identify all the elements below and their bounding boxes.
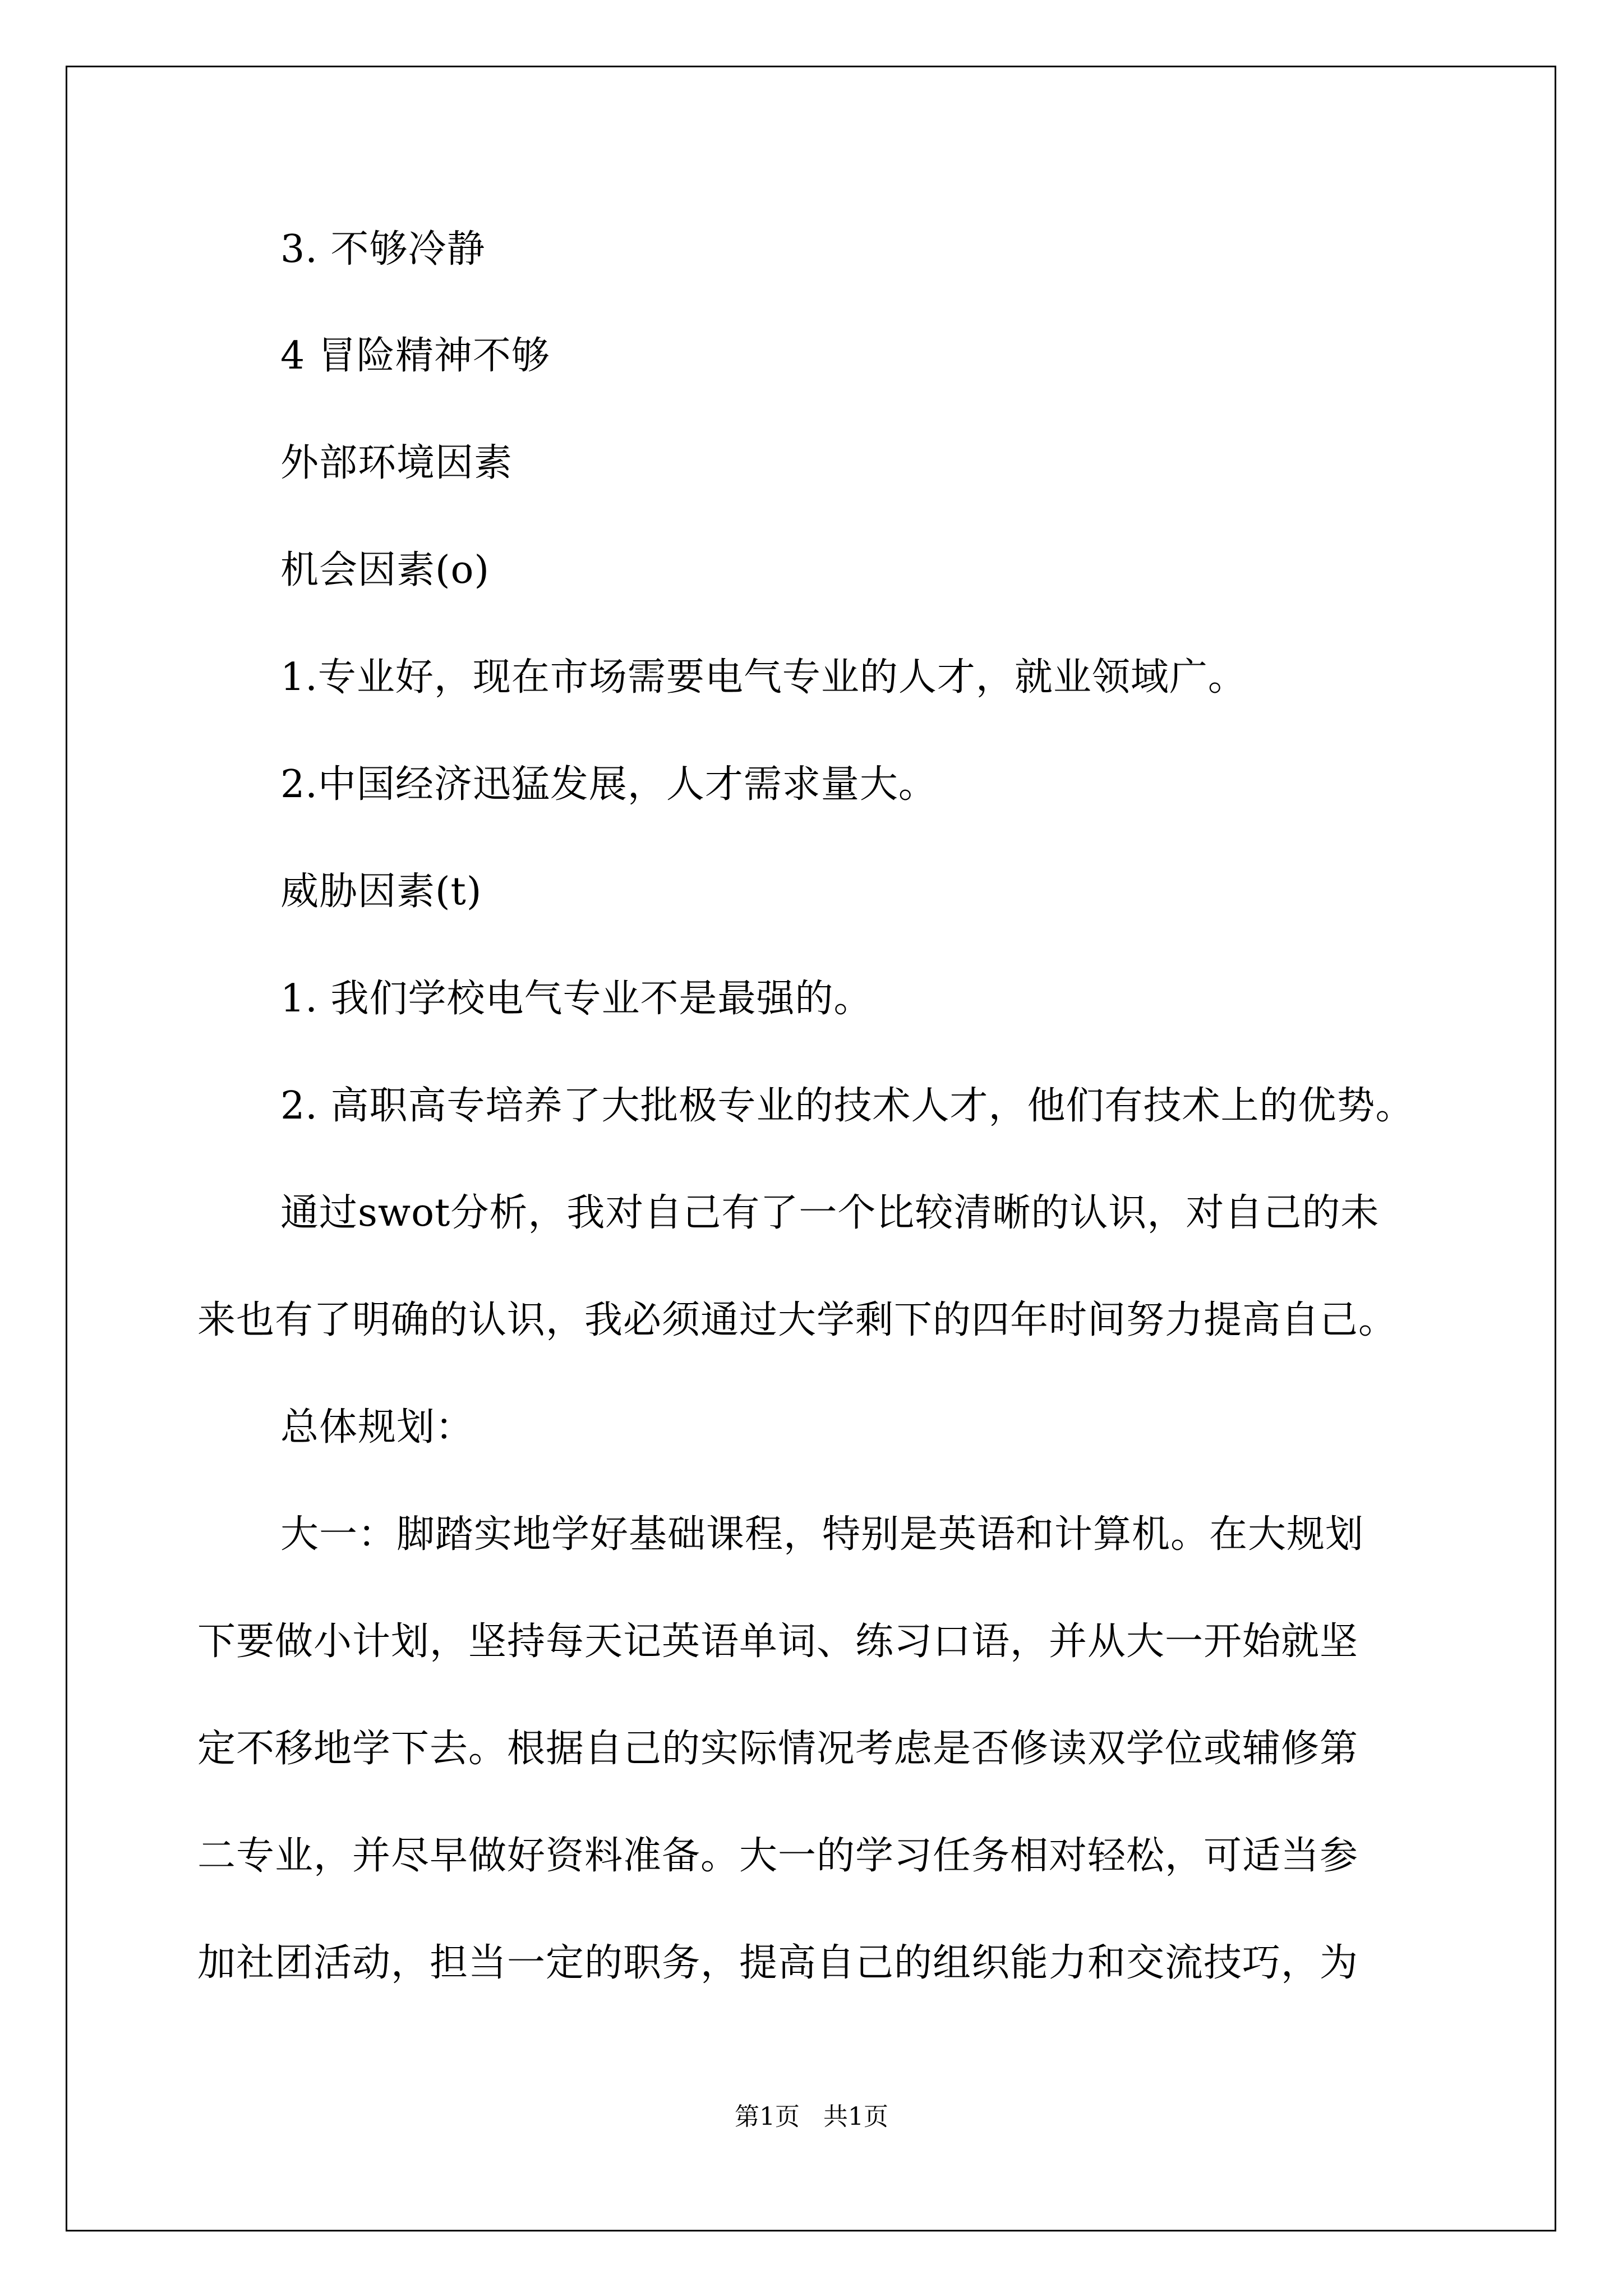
body-line-6: 2.中国经济迅猛发展，人才需求量大。	[280, 762, 937, 807]
section-heading-external: 外部环境因素	[280, 441, 513, 485]
body-line-17: 加社团活动，担当一定的职务，提高自己的组织能力和交流技巧，为	[197, 1941, 1359, 1985]
body-line-13: 大一：脚踏实地学好基础课程，特别是英语和计算机。在大规划	[280, 1512, 1364, 1557]
body-line-1: 3. 不够冷静	[280, 227, 486, 272]
body-line-14: 下要做小计划，坚持每天记英语单词、练习口语，并从大一开始就坚	[197, 1619, 1359, 1664]
body-line-11: 来也有了明确的认识，我必须通过大学剩下的四年时间努力提高自己。	[197, 1298, 1398, 1342]
body-line-15: 定不移地学下去。根据自己的实际情况考虑是否修读双学位或辅修第	[197, 1727, 1359, 1771]
section-heading-plan: 总体规划：	[280, 1405, 474, 1450]
body-line-10: 通过swot分析，我对自己有了一个比较清晰的认识，对自己的未	[280, 1191, 1380, 1235]
body-line-2: 4 冒险精神不够	[280, 334, 550, 378]
page-border	[66, 66, 1556, 2231]
section-heading-opportunity: 机会因素(o)	[280, 548, 490, 592]
section-heading-threat: 威胁因素(t)	[280, 869, 482, 914]
body-line-5: 1.专业好，现在市场需要电气专业的人才，就业领域广。	[280, 655, 1247, 700]
page-footer: 第1页 共1页	[735, 2102, 888, 2131]
body-line-16: 二专业，并尽早做好资料准备。大一的学习任务相对轻松，可适当参	[197, 1834, 1359, 1878]
body-line-8: 1. 我们学校电气专业不是最强的。	[280, 977, 873, 1021]
body-line-9: 2. 高职高专培养了大批极专业的技术人才，他们有技术上的优势。	[280, 1084, 1414, 1128]
